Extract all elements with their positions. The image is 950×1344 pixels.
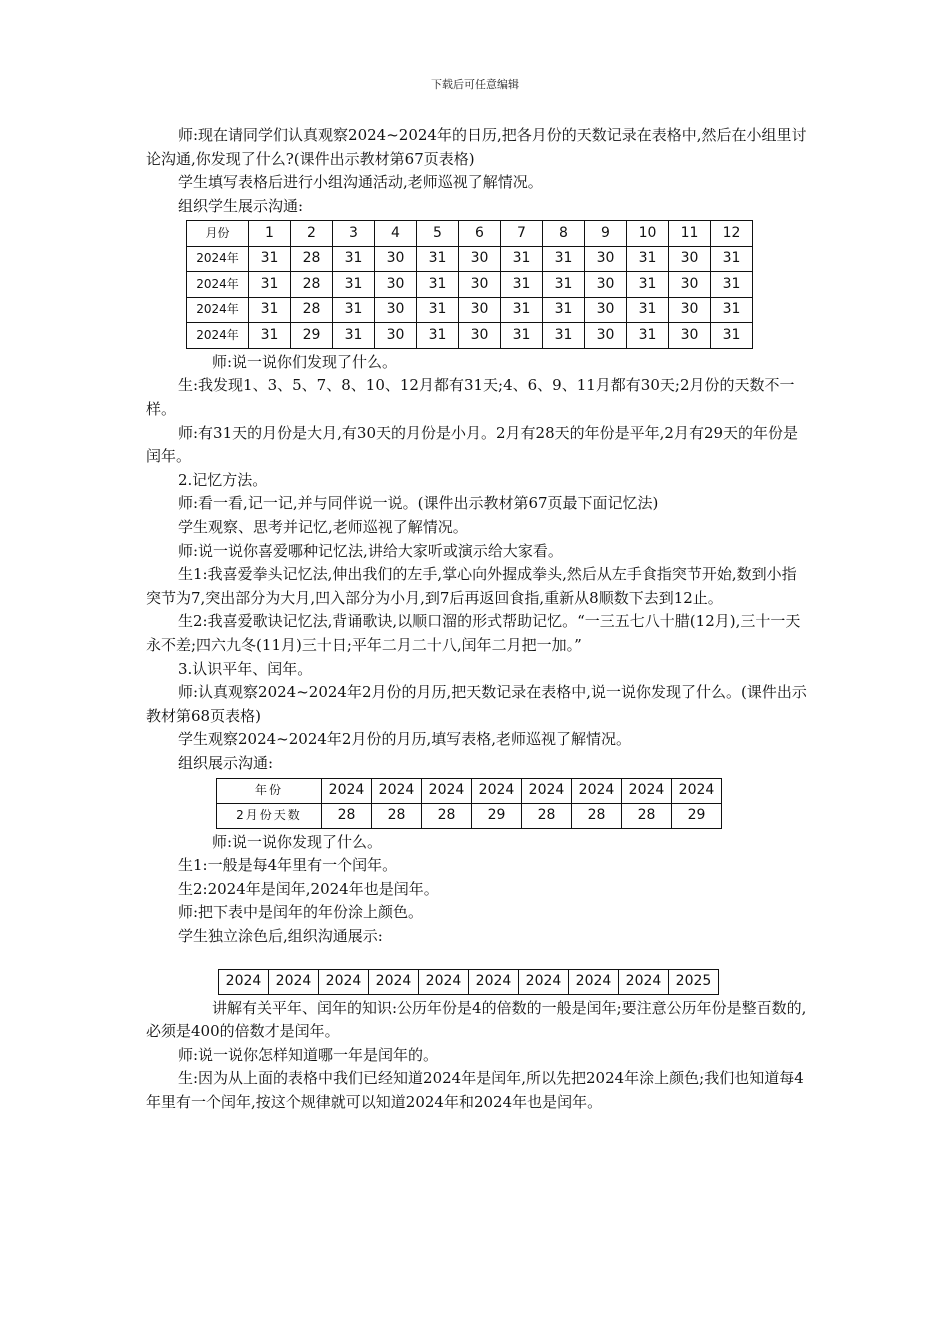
table-header-row (217, 778, 722, 803)
table-cell: 9 (585, 221, 627, 247)
table-cell: 2024 (472, 778, 522, 803)
table-cell: 30 (585, 323, 627, 349)
table-cell: 4 (375, 221, 417, 247)
table-cell: 2024 (522, 778, 572, 803)
table-cell: 31 (711, 323, 753, 349)
table-cell: 10 (627, 221, 669, 247)
paragraph: 生:我发现1、3、5、7、8、10、12月都有31天;4、6、9、11月都有30天;2月份的天数不一样。 (146, 376, 795, 419)
table-cell: 31 (711, 272, 753, 298)
table-cell: 12 (711, 221, 753, 247)
table-cell: 5 (417, 221, 459, 247)
table-cell: 31 (501, 323, 543, 349)
year-cell: 2024 (619, 969, 669, 994)
paragraph: 讲解有关平年、闰年的知识:公历年份是4的倍数的一般是闰年;要注意公历年份是整百数的,必须是400的倍数才是闰年。 (146, 998, 807, 1041)
table-cell: 30 (375, 323, 417, 349)
paragraph: 师:现在请同学们认真观察2024~2024年的日历,把各月份的天数记录在表格中,然后在小组里讨论沟通,你发现了什么?(课件出示教材第67页表格) (146, 126, 807, 168)
month-days-table (186, 220, 753, 349)
paragraph: 组织展示沟通: (178, 753, 274, 772)
table-cell: 31 (501, 246, 543, 272)
paragraph: 生2:我喜爱歌诀记忆法,背诵歌诀,以顺口溜的形式帮助记忆。“一三五七八十腊(12月),三十一天永不差;四六九冬(11月)三十日;平年二月二十八,闰年二月把一加。” (146, 612, 801, 654)
table-cell: 28 (622, 803, 672, 828)
year-cell: 2025 (669, 969, 719, 994)
year-cell: 2024 (269, 969, 319, 994)
paragraph: 学生独立涂色后,组织沟通展示: (178, 926, 383, 945)
paragraph: 师:说一说你发现了什么。 (212, 832, 383, 851)
year-cell: 2024 (519, 969, 569, 994)
table-cell: 31 (249, 246, 291, 272)
paragraph: 师:看一看,记一记,并与同伴说一说。(课件出示教材第67页最下面记忆法) (178, 494, 659, 513)
table-cell: 31 (333, 297, 375, 323)
paragraph: 师:说一说你怎样知道哪一年是闰年的。 (178, 1045, 439, 1064)
table-cell: 31 (417, 297, 459, 323)
table-cell: 2 (291, 221, 333, 247)
paragraph: 师:有31天的月份是大月,有30天的月份是小月。2月有28天的年份是平年,2月有29天的年份是闰年。 (146, 423, 799, 466)
table-cell: 29 (672, 803, 722, 828)
paragraph: 生:因为从上面的表格中我们已经知道2024年是闰年,所以先把2024年涂上颜色;我们也知道每4年里有一个闰年,按这个规律就可以知道2024年和2024年也是闰年。 (146, 1069, 804, 1111)
table-cell: 6 (459, 221, 501, 247)
table-cell: 30 (375, 246, 417, 272)
table-cell: 31 (711, 297, 753, 323)
table-cell: 30 (585, 297, 627, 323)
table-row (187, 323, 753, 349)
table-cell: 8 (543, 221, 585, 247)
paragraph: 师:认真观察2024~2024年2月份的月历,把天数记录在表格中,说一说你发现了什么。(课件出示教材第68页表格) (146, 683, 807, 725)
table-cell: 31 (627, 297, 669, 323)
paragraph: 学生观察、思考并记忆,老师巡视了解情况。 (178, 518, 468, 537)
table-cell: 31 (543, 246, 585, 272)
table-cell: 3 (333, 221, 375, 247)
table-cell: 28 (572, 803, 622, 828)
table-cell: 2024年 (187, 246, 249, 272)
table-cell: 31 (543, 323, 585, 349)
table-cell: 2024 (572, 778, 622, 803)
table-cell: 29 (472, 803, 522, 828)
table-cell: 2024 (372, 778, 422, 803)
table-cell: 2024年 (187, 323, 249, 349)
table-cell: 31 (417, 272, 459, 298)
table-cell: 28 (291, 272, 333, 298)
table-cell: 2024 (622, 778, 672, 803)
table-cell: 2月份天数 (217, 803, 322, 828)
year-cell: 2024 (419, 969, 469, 994)
table-cell: 31 (543, 297, 585, 323)
table-cell: 30 (459, 323, 501, 349)
table-cell: 31 (627, 272, 669, 298)
table-cell: 2024 (422, 778, 472, 803)
paragraph: 学生观察2024~2024年2月份的月历,填写表格,老师巡视了解情况。 (178, 730, 631, 749)
table-cell: 31 (249, 272, 291, 298)
table-row (217, 803, 722, 828)
table-cell: 7 (501, 221, 543, 247)
year-cell: 2024 (569, 969, 619, 994)
table-cell: 年份 (217, 778, 322, 803)
table-cell: 31 (417, 323, 459, 349)
paragraph: 师:说一说你喜爱哪种记忆法,讲给大家听或演示给大家看。 (178, 541, 563, 560)
spacer (146, 949, 810, 963)
table-cell: 31 (711, 246, 753, 272)
table-cell: 31 (249, 297, 291, 323)
table-cell: 28 (372, 803, 422, 828)
table-cell: 11 (669, 221, 711, 247)
table-cell: 2024年 (187, 297, 249, 323)
table-row (187, 246, 753, 272)
table-cell: 2024年 (187, 272, 249, 298)
table-header-row (187, 221, 753, 247)
table-cell: 30 (375, 272, 417, 298)
table-cell: 30 (459, 246, 501, 272)
page-header: 下载后可任意编辑 (431, 78, 519, 91)
table-cell: 31 (333, 272, 375, 298)
table-cell: 31 (627, 323, 669, 349)
table-cell: 1 (249, 221, 291, 247)
paragraph: 生1:我喜爱拳头记忆法,伸出我们的左手,掌心向外握成拳头,然后从左手食指突节开始,数到小指突节为7,突出部分为大月,凹入部分为小月,到7后再返回食指,重新从8顺数下去到12止。 (146, 565, 797, 607)
table-cell: 30 (459, 272, 501, 298)
year-cell: 2024 (219, 969, 269, 994)
table-cell: 30 (669, 297, 711, 323)
table-row (187, 297, 753, 323)
table-cell: 30 (375, 297, 417, 323)
year-cell: 2024 (319, 969, 369, 994)
table-cell: 30 (669, 272, 711, 298)
table-cell: 31 (501, 272, 543, 298)
table-cell: 30 (585, 246, 627, 272)
document-body (146, 124, 810, 1115)
table-cell: 31 (501, 297, 543, 323)
table-row (187, 272, 753, 298)
table-cell: 31 (333, 323, 375, 349)
table-cell: 31 (417, 246, 459, 272)
table-cell: 29 (291, 323, 333, 349)
table-cell: 月份 (187, 221, 249, 247)
paragraph: 师:说一说你们发现了什么。 (212, 352, 398, 371)
table-row (219, 969, 719, 994)
table-cell: 28 (322, 803, 372, 828)
table-cell: 31 (333, 246, 375, 272)
table-cell: 30 (669, 246, 711, 272)
table-cell: 28 (522, 803, 572, 828)
years-color-table (218, 969, 719, 995)
paragraph: 3.认识平年、闰年。 (178, 659, 313, 678)
table-cell: 31 (627, 246, 669, 272)
year-cell: 2024 (369, 969, 419, 994)
paragraph: 组织学生展示沟通: (178, 196, 304, 215)
paragraph: 2.记忆方法。 (178, 470, 268, 489)
table-cell: 30 (669, 323, 711, 349)
table-cell: 2024 (672, 778, 722, 803)
table-cell: 2024 (322, 778, 372, 803)
table-cell: 31 (249, 323, 291, 349)
table-cell: 28 (291, 297, 333, 323)
paragraph: 生2:2024年是闰年,2024年也是闰年。 (178, 879, 439, 898)
table-cell: 28 (422, 803, 472, 828)
table-cell: 31 (543, 272, 585, 298)
february-days-table (216, 778, 722, 829)
paragraph: 生1:一般是每4年里有一个闰年。 (178, 856, 398, 875)
table-cell: 30 (459, 297, 501, 323)
paragraph: 师:把下表中是闰年的年份涂上颜色。 (178, 903, 424, 922)
table-cell: 28 (291, 246, 333, 272)
paragraph: 学生填写表格后进行小组沟通活动,老师巡视了解情况。 (178, 173, 543, 192)
year-cell: 2024 (469, 969, 519, 994)
table-cell: 30 (585, 272, 627, 298)
